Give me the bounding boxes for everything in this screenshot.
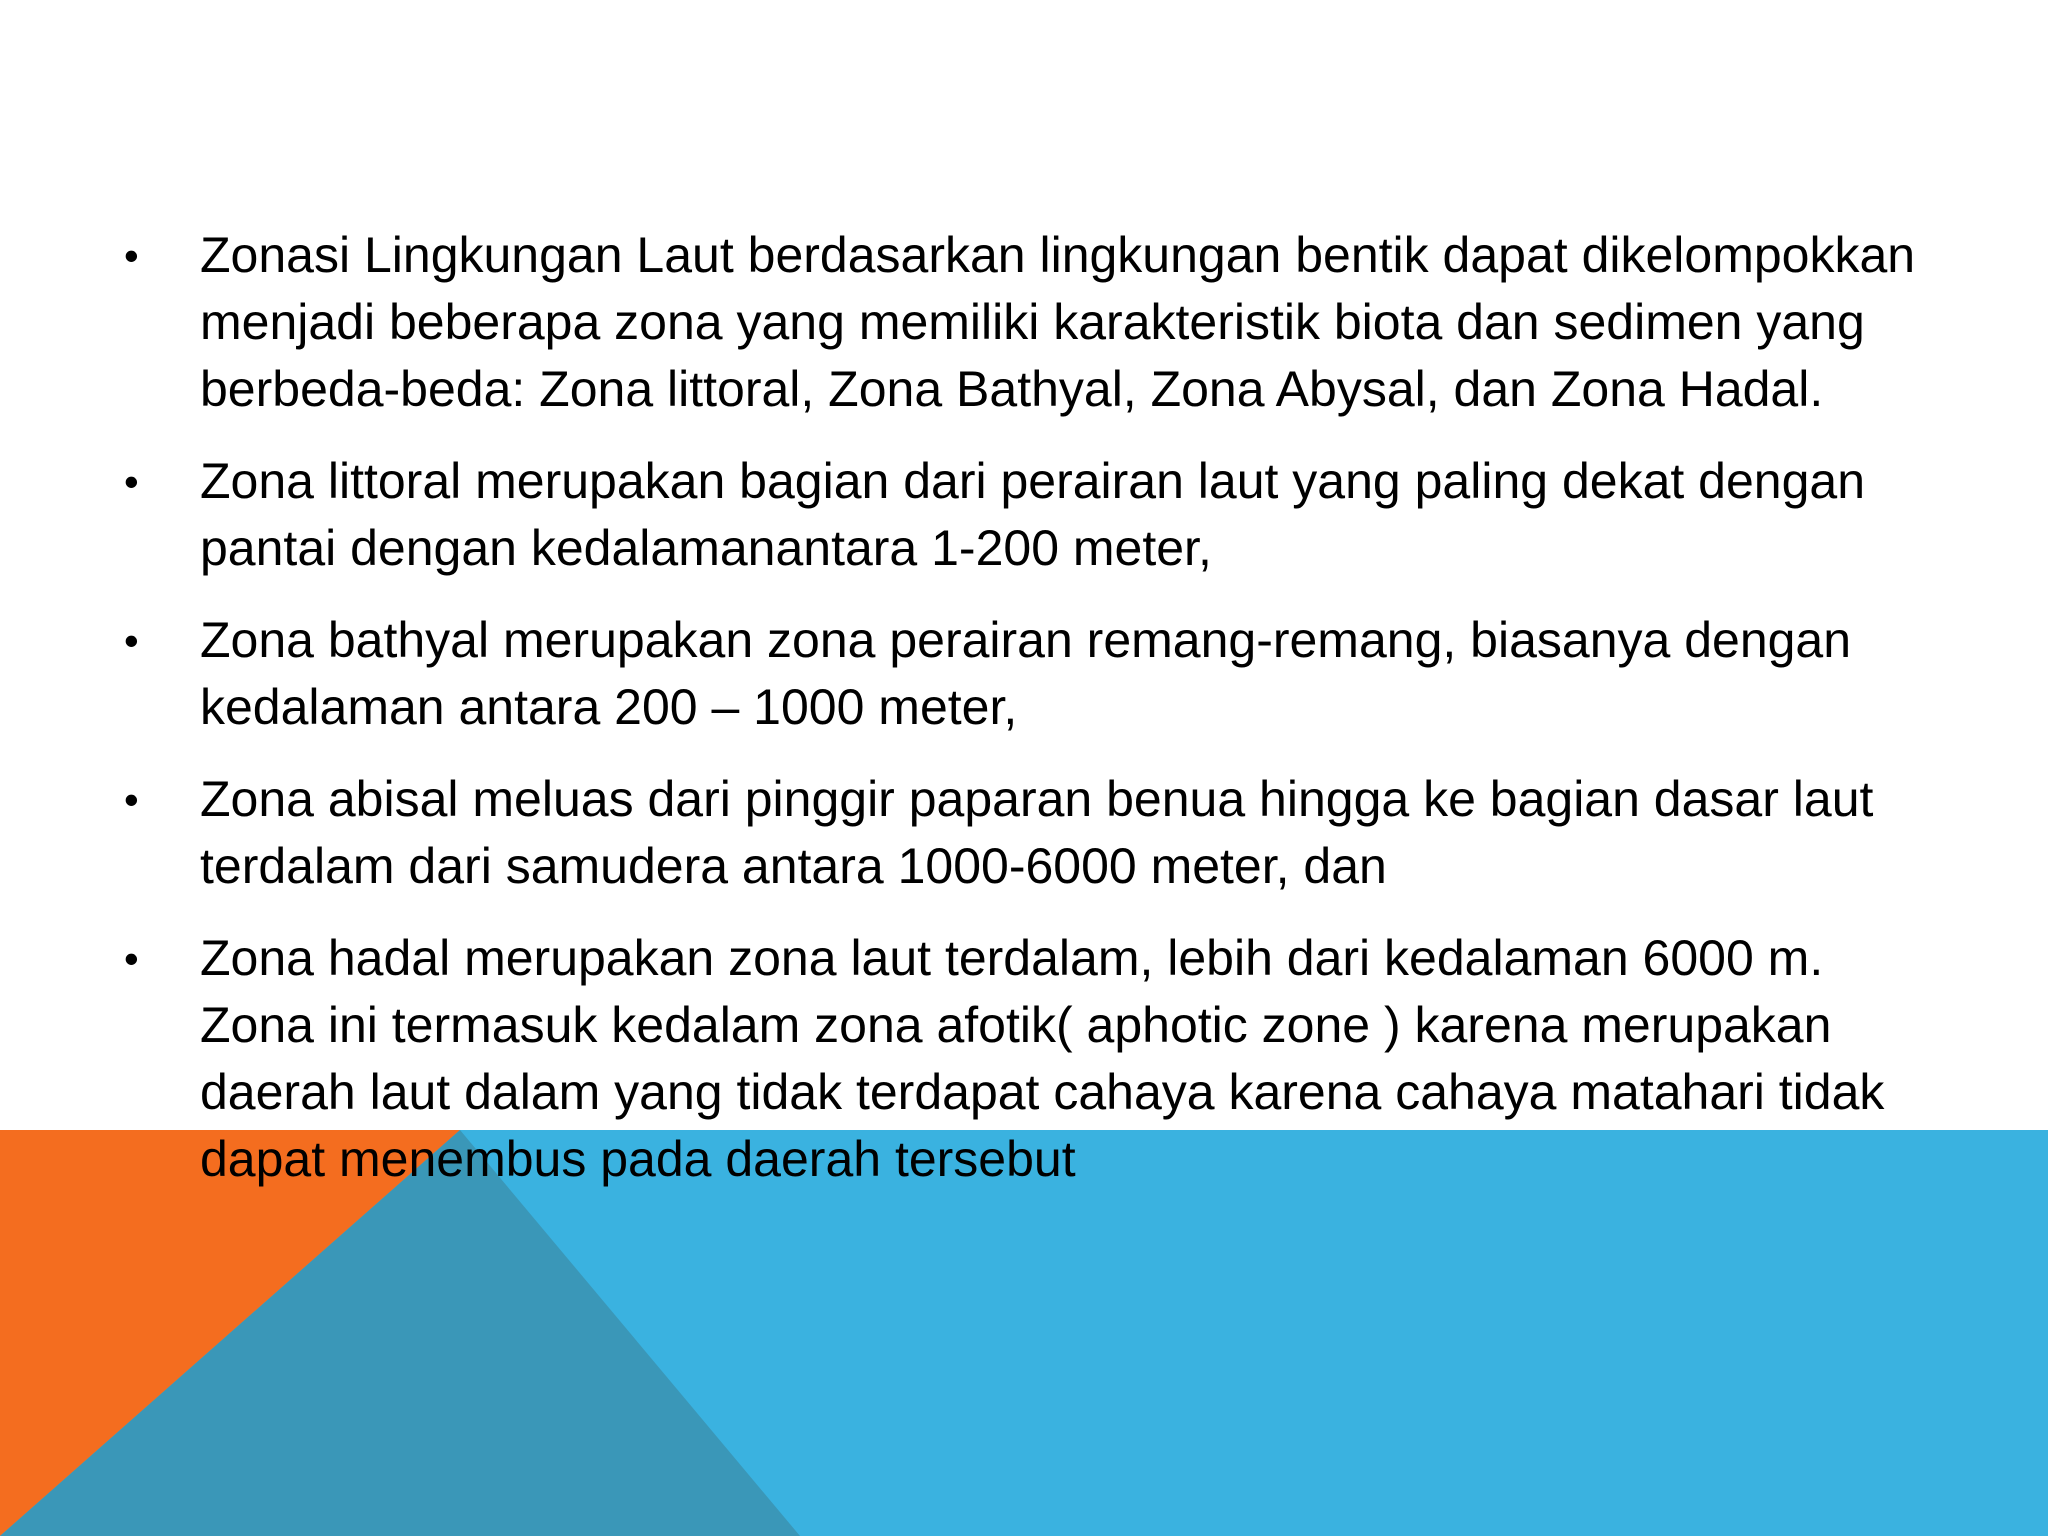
bullet-text: Zona bathyal merupakan zona perairan remang-remang, biasanya dengan kedalaman antara 200 – 1000 meter,	[200, 612, 1852, 735]
bullet-item	[110, 448, 1940, 582]
bullet-item	[110, 607, 1940, 741]
bullet-item	[110, 222, 1940, 423]
bullet-list	[110, 222, 1940, 1193]
bullet-dot: •	[124, 935, 139, 982]
bullet-item	[110, 766, 1940, 900]
bullet-text: Zona littoral merupakan bagian dari perairan laut yang paling dekat dengan pantai dengan kedalamanantara 1-200 meter,	[200, 453, 1866, 576]
bullet-dot: •	[124, 232, 139, 279]
bullet-dot: •	[124, 458, 139, 505]
bullet-text: Zona abisal meluas dari pinggir paparan benua hingga ke bagian dasar laut terdalam dari samudera antara 1000-6000 meter, dan	[200, 771, 1874, 894]
bullet-dot: •	[124, 776, 139, 823]
bullet-dot: •	[124, 617, 139, 664]
slide-content	[110, 222, 1940, 1218]
bullet-text: Zonasi Lingkungan Laut berdasarkan lingkungan bentik dapat dikelompokkan menjadi beberapa zona yang memiliki karakteristik biota dan sedimen yang berbeda-beda: Zona littoral, Zona Bathyal, Zona Abysal, dan Zona Hadal.	[200, 227, 1916, 417]
bullet-item	[110, 925, 1940, 1193]
bullet-text: Zona hadal merupakan zona laut terdalam, lebih dari kedalaman 6000 m. Zona ini termasuk kedalam zona afotik( aphotic zone ) karena merupakan daerah laut dalam yang tidak terdapat cahaya karena cahaya matahari tidak dapat menembus pada daerah tersebut	[200, 930, 1885, 1187]
